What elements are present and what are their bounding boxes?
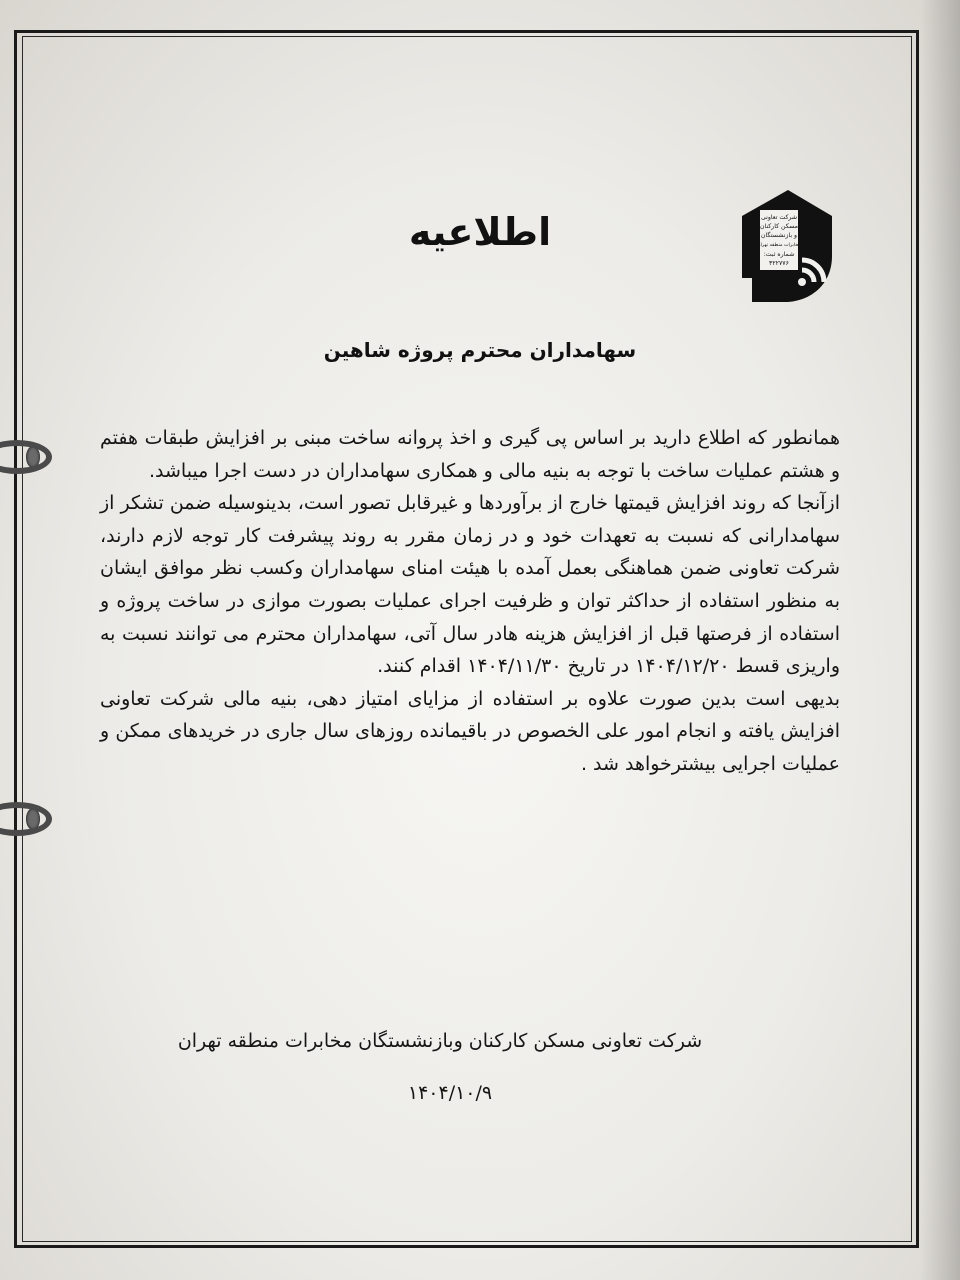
body-paragraph: ازآنجا که روند افزایش قیمتها خارج از برآوردها و غیرقابل تصور است، بدینوسیله ضمن تشکر از سهامدارانی که نسبت به تعهدات خود و در زمان مقرر به روند پیشرفت کار توجه لازم دارند، شرکت تعاونی ضمن هماهنگی بعمل آمده با هیئت امنای سهامداران وکسب نظر موافق ایشان به منظور استفاده از حداکثر توان و ظرفیت اجرای عملیات بصورت موازی در ساخت پروژه و استفاده از فرصتها قبل از افزایش هزینه هادر سال آتی، سهامداران محترم می توانند نسبت به واریزی قسط ۱۴۰۴/۱۲/۲۰ در تاریخ ۱۴۰۴/۱۱/۳۰ اقدام کنند. <box>100 492 840 678</box>
logo-text-line: ۳۲۲۷۷۶ <box>769 260 789 267</box>
logo-text-line: و بازنشستگان <box>760 232 798 239</box>
logo-text-line: شماره ثبت: <box>763 251 795 258</box>
signature-line: شرکت تعاونی مسکن کارکنان وبازنشستگان مخابرات منطقه تهران <box>177 1030 703 1052</box>
announcement-body <box>100 422 840 781</box>
logo-text-line: مسکن کارکنان <box>760 223 798 230</box>
announcement-date: ۱۴۰۴/۱۰/۹ <box>407 1082 493 1104</box>
body-paragraph: همانطور که اطلاع دارید بر اساس پی گیری و اخذ پروانه ساخت مبنی بر افزایش طبقات هفتم و هشتم عملیات ساخت با توجه به بنیه مالی و همکاری سهامداران در دست اجرا میباشد. <box>100 427 840 482</box>
logo-text-line: مخابرات منطقه تهران <box>756 243 802 248</box>
page-title: اطلاعیه <box>408 210 552 254</box>
addressee-heading: سهامداران محترم پروژه شاهین <box>323 338 637 362</box>
logo-text-line: شرکت تعاونی <box>760 214 798 221</box>
cooperative-logo-icon <box>736 186 840 306</box>
page-edge-shadow <box>920 0 960 1280</box>
body-paragraph: بدیهی است بدین صورت علاوه بر استفاده از مزایای امتیاز دهی، بنیه مالی شرکت تعاونی افزایش یافته و انجام امور علی الخصوص در باقیمانده روزهای سال جاری در خریدهای ممکن و عملیات اجرایی بیشترخواهد شد . <box>100 687 840 775</box>
